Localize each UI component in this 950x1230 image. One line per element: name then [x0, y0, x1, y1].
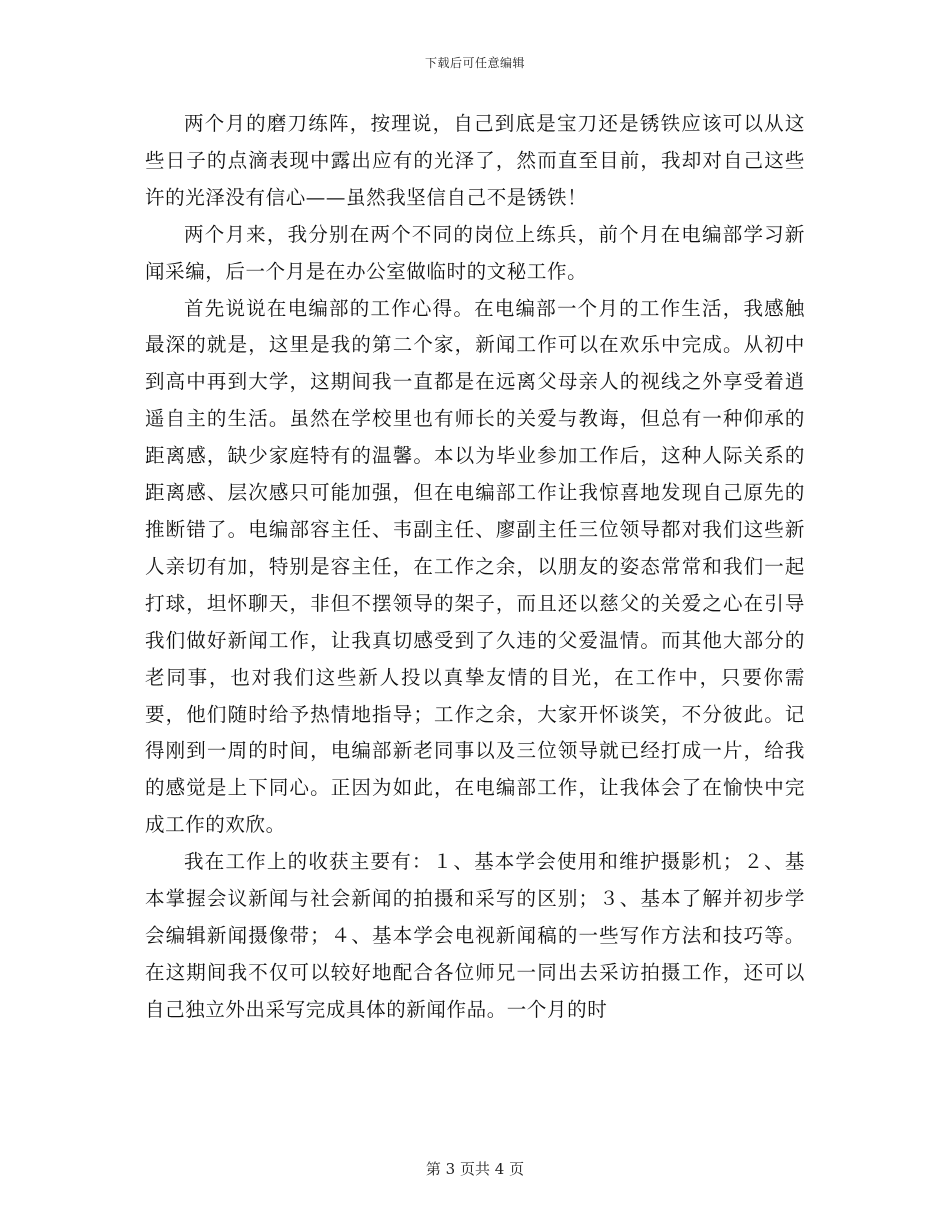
page-number: 第 3 页共 4 页 — [425, 1160, 525, 1178]
paragraph-4: 我在工作上的收获主要有：１、基本学会使用和维护摄影机；２、基本掌握会议新闻与社会新闻的拍摄和采写的区别；３、基本了解并初步学会编辑新闻摄像带；４、基本学会电视新闻稿的一些写作方法和技巧等。在这期间我不仅可以较好地配合各位师兄一同出去采访拍摄工作，还可以自己独立外出采写完成具体的新闻作品。一个月的时 — [145, 850, 805, 1021]
document-body — [145, 106, 805, 1029]
paragraph-1: 两个月的磨刀练阵，按理说，自己到底是宝刀还是锈铁应该可以从这些日子的点滴表现中露出应有的光泽了，然而直至目前，我却对自己这些许的光泽没有信心——虽然我坚信自己不是锈铁！ — [145, 112, 805, 209]
page-header-note: 下载后可任意编辑 — [424, 56, 525, 70]
paragraph-2: 两个月来，我分别在两个不同的岗位上练兵，前个月在电编部学习新闻采编，后一个月是在办公室做临时的文秘工作。 — [145, 222, 805, 283]
paragraph-3: 首先说说在电编部的工作心得。在电编部一个月的工作生活，我感触最深的就是，这里是我的第二个家，新闻工作可以在欢乐中完成。从初中到高中再到大学，这期间我一直都是在远离父母亲人的视线之外享受着逍遥自主的生活。虽然在学校里也有师长的关爱与教诲，但总有一种仰承的距离感，缺少家庭特有的温馨。本以为毕业参加工作后，这种人际关系的距离感、层次感只可能加强，但在电编部工作让我惊喜地发现自己原先的推断错了。电编部容主任、韦副主任、廖副主任三位领导都对我们这些新人亲切有加，特别是容主任，在工作之余，以朋友的姿态常常和我们一起打球，坦怀聊天，非但不摆领导的架子，而且还以慈父的关爱之心在引导我们做好新闻工作，让我真切感受到了久违的父爱温情。而其他大部分的老同事，也对我们这些新人投以真挚友情的目光，在工作中，只要你需要，他们随时给予热情地指导；工作之余，大家开怀谈笑，不分彼此。记得刚到一周的时间，电编部新老同事以及三位领导就已经打成一片，给我的感觉是上下同心。正因为如此，在电编部工作，让我体会了在愉快中完成工作的欢欣。 — [145, 296, 805, 837]
